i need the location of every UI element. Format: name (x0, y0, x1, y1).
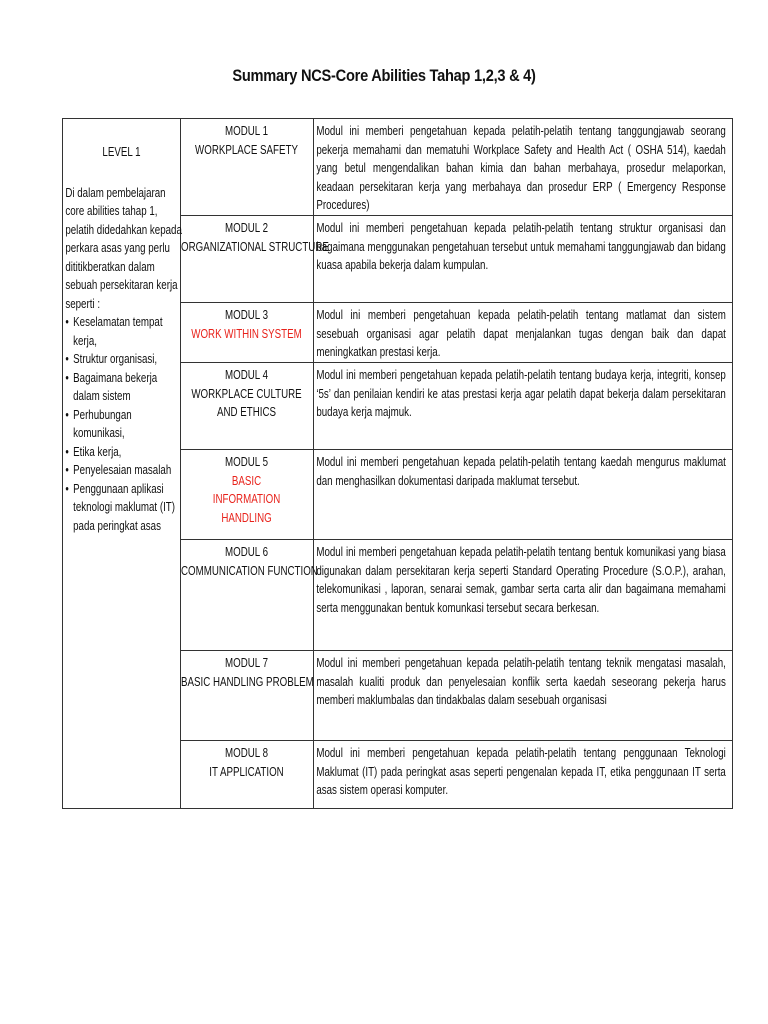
module-description-cell (314, 540, 733, 651)
topic-list (65, 313, 182, 535)
topic-item: • Penggunaan aplikasi teknologi maklumat (IT) pada peringkat asas (65, 480, 182, 536)
module-description: Modul ini memberi pengetahuan kepada pelatih-pelatih tentang struktur organisasi dan bagaimana menggunakan pengetahuan tersebut untuk memahami tanggungjawab dan bidang kuasa apabila bekerja dalam kumpulan. (316, 221, 726, 272)
module-cell (181, 450, 314, 540)
topic-item: • Struktur organisasi, (65, 350, 182, 369)
topic-item: • Keselamatan tempat kerja, (65, 313, 182, 350)
module-description: Modul ini memberi pengetahuan kepada pelatih-pelatih tentang bentuk komunikasi yang biasa digunakan dalam persekitaran kerja seperti Standard Operating Procedure (S.O.P.), arahan, telekomunikasi , laporan, senarai semak, gambar serta carta alir dan bagaimana memahami serta menggunakan bentuk komunkasi tersebut secara berkesan. (316, 545, 726, 615)
module-code: MODUL 5 (225, 455, 269, 469)
module-cell (181, 119, 314, 216)
module-description-cell (314, 216, 733, 303)
topic-item: • Bagaimana bekerja dalam sistem (65, 369, 182, 406)
module-cell (181, 540, 318, 651)
topic-item: • Etika kerja, (65, 443, 182, 462)
module-description: Modul ini memberi pengetahuan kepada pelatih-pelatih tentang matlamat dan sistem sesebuah organisasi agar pelatih dapat menjalankan tugas dengan baik dan dapat meningkatkan prestasi kerja. (316, 308, 726, 359)
module-cell (181, 363, 314, 450)
module-cell (181, 216, 329, 303)
module-description-cell (314, 303, 733, 363)
module-name: WORKPLACE SAFETY (195, 142, 298, 157)
level-cell (63, 119, 181, 809)
module-name: BASIC INFORMATION HANDLING (212, 473, 281, 525)
module-code: MODUL 2 (225, 221, 269, 235)
module-description: Modul ini memberi pengetahuan kepada pelatih-pelatih tentang penggunaan Teknologi Maklumat (IT) pada peringkat asas seperti pengenalan kepada IT, etika penggunaan IT serta asas sistem operasi komputer. (316, 746, 726, 797)
module-code: MODUL 6 (225, 545, 269, 559)
module-description: Modul ini memberi pengetahuan kepada pelatih-pelatih tentang kaedah mengurus maklumat dan menghasilkan dokumentasi daripada maklumat tersebut. (316, 455, 726, 488)
level-intro: Di dalam pembelajaran core abilities tahap 1, pelatih didedahkan kepada perkara asas yang perlu dititikberatkan dalam sebuah persekitaran kerja seperti : (65, 185, 182, 311)
module-cell (181, 303, 314, 363)
page-title: Summary NCS-Core Abilities Tahap 1,2,3 & 4) (232, 66, 536, 85)
module-name: COMMUNICATION FUNCTION (181, 563, 318, 578)
module-description-cell (314, 363, 733, 450)
topic-item: • Perhubungan komunikasi, (65, 406, 182, 443)
module-name: BASIC HANDLING PROBLEM (181, 674, 314, 689)
module-code: MODUL 3 (225, 308, 269, 322)
module-description: Modul ini memberi pengetahuan kepada pelatih-pelatih tentang teknik mengatasi masalah, masalah kualiti produk dan penyelesaian konflik serta kaedah seseorang pekerja harus memberi maklumbalas dan tindakbalas dalam sesebuah organisasi (316, 656, 726, 707)
module-cell (181, 651, 314, 741)
module-code: MODUL 7 (225, 656, 269, 670)
module-description-cell (314, 651, 733, 741)
module-name: WORKPLACE CULTURE AND ETHICS (191, 386, 302, 419)
module-code: MODUL 1 (225, 124, 269, 138)
module-name: WORK WITHIN SYSTEM (191, 326, 302, 341)
topic-item: • Penyelesaian masalah (65, 461, 182, 480)
level-title: LEVEL 1 (102, 145, 141, 159)
module-description-cell (314, 450, 733, 540)
module-code: MODUL 4 (225, 368, 269, 382)
module-description-cell (314, 741, 733, 809)
module-description: Modul ini memberi pengetahuan kepada pelatih-pelatih tentang budaya kerja, integriti, konsep ‘5s’ dan penilaian kendiri ke atas prestasi kerja agar pelatih dapat bekerja dalam persekitaran budaya kerja majmuk. (316, 368, 726, 419)
module-code: MODUL 8 (225, 746, 269, 760)
module-description: Modul ini memberi pengetahuan kepada pelatih-pelatih tentang tanggungjawab seorang pekerja memahami dan mematuhi Workplace Safety and Health Act ( OSHA 514), kaedah yang betul mengendalikan bahan kimia dan bahan merbahaya, prosedur melaporkan, keadaan persekitaran kerja yang merbahaya dan prosedur ERP ( Emergency Response Procedures) (316, 124, 726, 212)
module-name: IT APPLICATION (209, 764, 284, 779)
module-name: ORGANIZATIONAL STRUCTURE (181, 239, 329, 254)
module-cell (181, 741, 314, 809)
module-description-cell (314, 119, 733, 216)
summary-table (62, 118, 733, 809)
